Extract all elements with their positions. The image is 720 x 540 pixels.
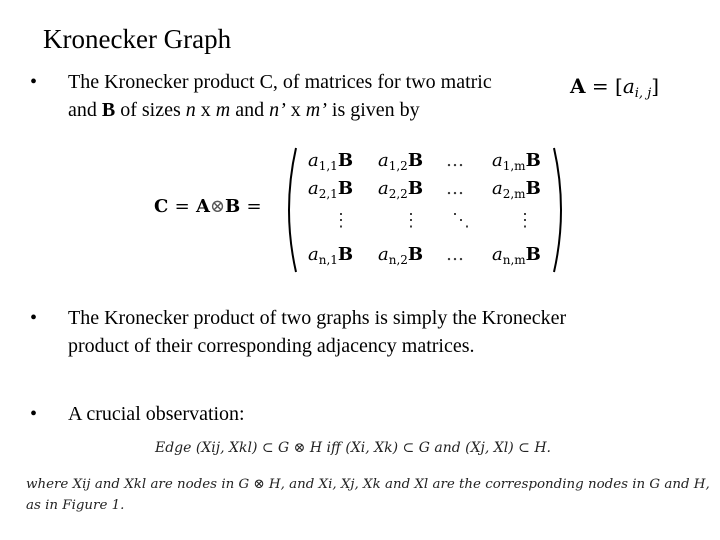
equals-sign: = — [174, 196, 190, 217]
var-n: n — [185, 99, 196, 121]
equals-sign: = — [591, 74, 609, 98]
slide-title: Kronecker Graph — [43, 24, 232, 54]
bullet-line-1: The Kronecker product C, of matrices for two matric — [68, 71, 492, 93]
bullet-marker: • — [30, 71, 38, 93]
var-m: m — [215, 99, 231, 121]
matrix-cell: $a_{1,2}B$ — [378, 150, 424, 173]
bullet-line-1: A crucial observation: — [68, 403, 245, 425]
matrix-b-symbol: B — [225, 196, 241, 217]
observation-note: where Xij and Xkl are nodes in G ⊗ H, and Xi, Xj, Xk and Xl are the corresponding nodes in G and H, as in Figure 1. — [26, 477, 710, 513]
matrix-cell-ellipsis: … — [446, 244, 464, 265]
matrix-b-label: B — [101, 99, 116, 121]
edge-condition-formula: Edge (Xij, Xkl) ⊂ G ⊗ H iff (Xi, Xk) ⊂ G and (Xj, Xl) ⊂ H. — [155, 440, 551, 456]
matrix-cell-ellipsis: … — [446, 178, 464, 199]
matrix-cell-vdots: ⋮ — [516, 210, 534, 231]
text-part: of sizes — [115, 99, 186, 121]
matrix-cell: $a_{2,2}B$ — [378, 178, 424, 201]
bullet-line-1: The Kronecker product of two graphs is simply the Kronecker — [68, 307, 567, 329]
text-part: and — [68, 99, 102, 121]
matrix-a-symbol: A — [570, 74, 586, 98]
right-paren-icon — [550, 146, 570, 274]
matrix-cell: $a_{n,1}B$ — [308, 244, 354, 267]
bullet-kronecker-definition — [30, 68, 492, 124]
bullet-line-2 — [68, 96, 492, 124]
matrix-a-definition — [564, 72, 663, 108]
matrix-cell-ddots: ⋱ — [452, 210, 470, 231]
bullet-marker: • — [30, 307, 38, 329]
matrix-cell: $a_{n,2}B$ — [378, 244, 424, 267]
text-part: is given by — [326, 99, 420, 121]
var-m-prime: m’ — [305, 99, 327, 121]
bullet-graph-product — [30, 304, 566, 360]
text-part: and — [230, 99, 270, 121]
text-part: x — [195, 99, 216, 121]
bracket-close: ] — [651, 74, 660, 98]
matrix-cell: $a_{1,m}B$ — [492, 150, 541, 173]
element-subscript: i, j — [634, 86, 652, 101]
equation-lhs — [154, 196, 262, 217]
matrix-cell-vdots: ⋮ — [402, 210, 420, 231]
matrix-cell: $a_{1,1}B$ — [308, 150, 354, 173]
matrix-cell: $a_{n,m}B$ — [492, 244, 541, 267]
matrix-c-symbol: C — [154, 196, 169, 217]
otimes-icon: ⊗ — [209, 196, 226, 217]
element-var: a — [622, 74, 635, 98]
kronecker-equation — [150, 144, 580, 274]
matrix-cell: $a_{2,m}B$ — [492, 178, 541, 201]
var-n-prime: n’ — [269, 99, 286, 121]
left-paren-icon — [280, 146, 300, 274]
bracket-open: [ — [615, 74, 623, 98]
equals-sign: = — [246, 196, 262, 217]
matrix-cell-vdots: ⋮ — [332, 210, 350, 231]
text-part: x — [285, 99, 306, 121]
bullet-line-2: product of their corresponding adjacency matrices. — [68, 335, 475, 357]
bullet-marker: • — [30, 403, 38, 425]
matrix-cell: $a_{2,1}B$ — [308, 178, 354, 201]
bullet-observation — [30, 400, 245, 428]
matrix-cell-ellipsis: … — [446, 150, 464, 171]
matrix-a-symbol: A — [195, 196, 210, 217]
